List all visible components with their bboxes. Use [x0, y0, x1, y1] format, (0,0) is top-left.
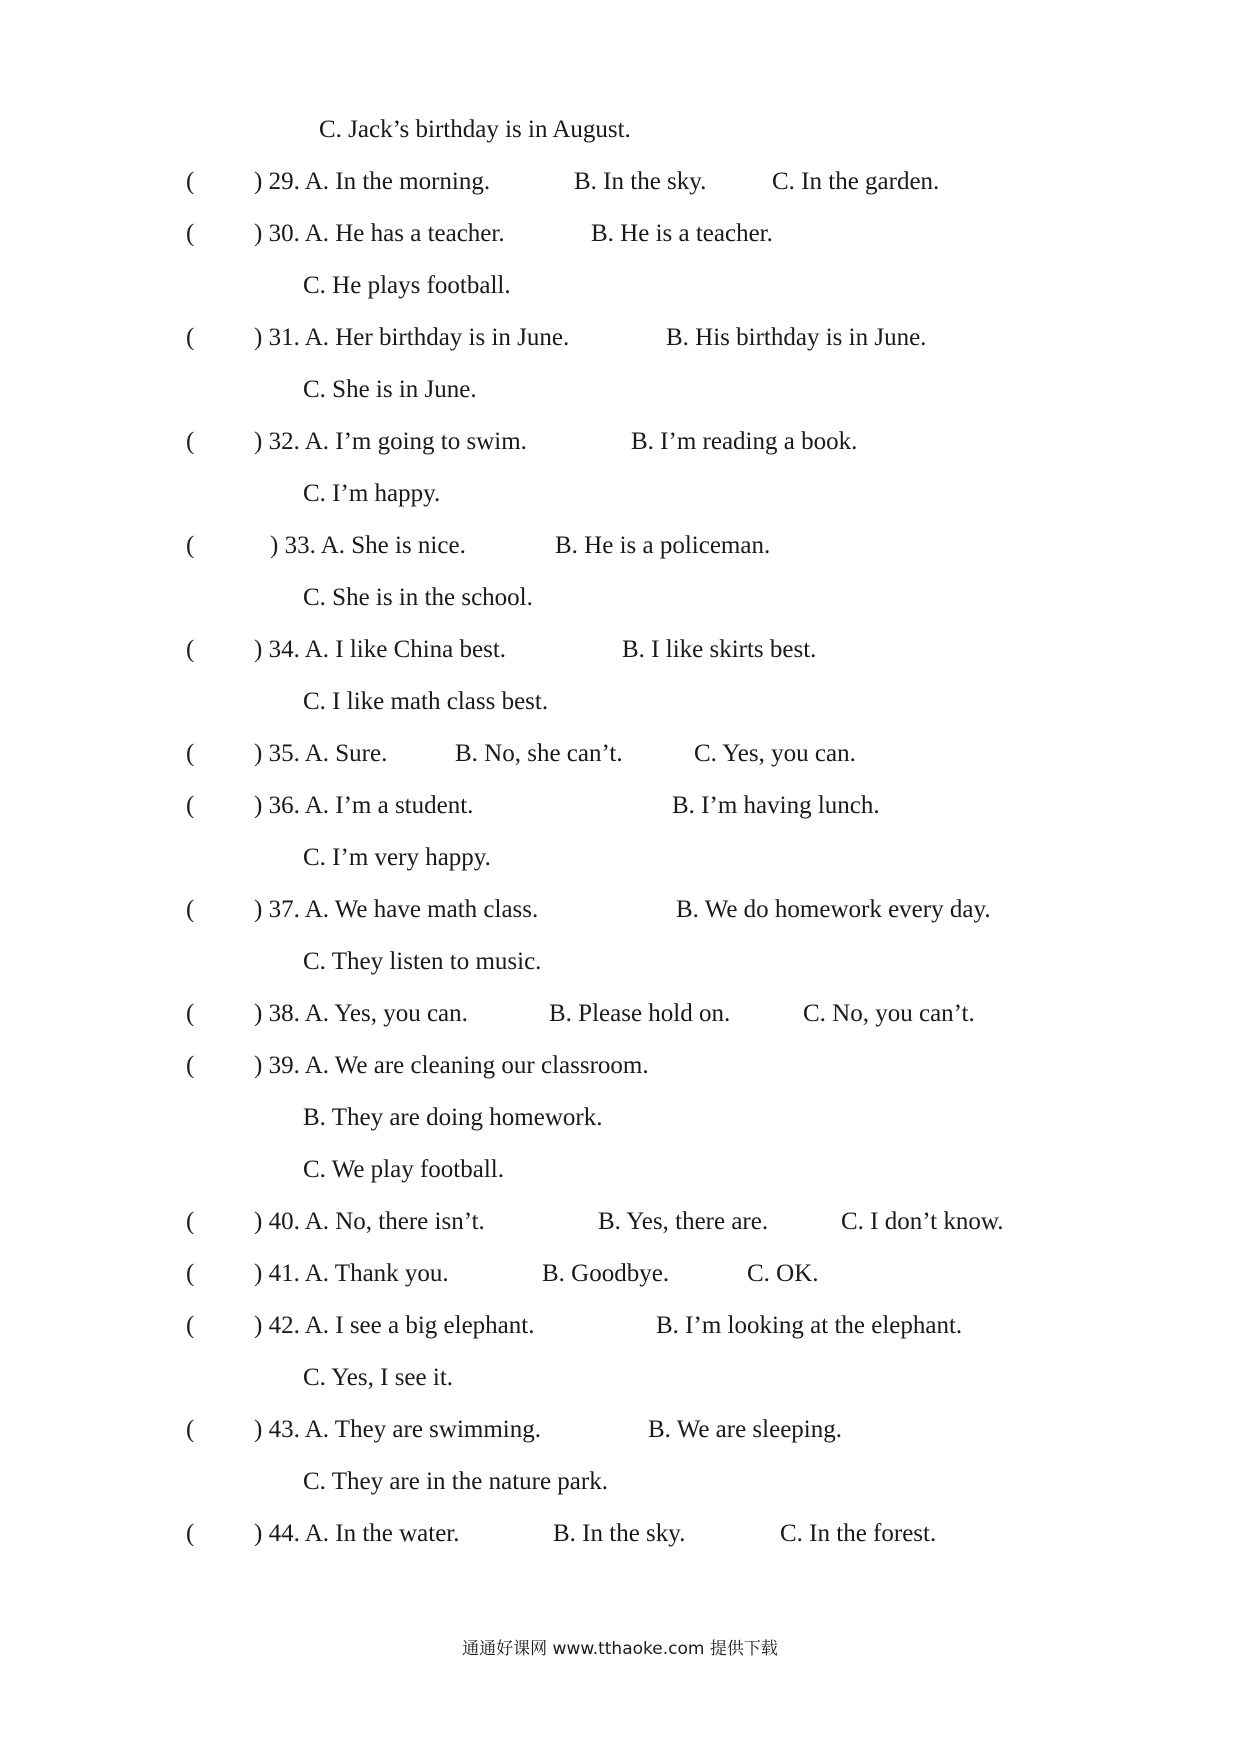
- answer-bracket-open: (: [186, 1416, 195, 1443]
- question-number-option-a: ) 39. A. We are cleaning our classroom.: [254, 1052, 649, 1079]
- question-row: [0, 1202, 1240, 1242]
- option-b: B. In the sky.: [574, 168, 707, 195]
- question-number-option-a: ) 36. A. I’m a student.: [254, 792, 474, 819]
- question-row: [0, 890, 1240, 930]
- question-number-option-a: ) 40. A. No, there isn’t.: [254, 1208, 485, 1235]
- option-text: C. He plays football.: [303, 272, 511, 299]
- question-row: [0, 162, 1240, 202]
- option-text: B. They are doing homework.: [303, 1104, 603, 1131]
- option-text: C. I’m happy.: [303, 480, 441, 507]
- option-continuation-row: [0, 110, 1240, 150]
- answer-bracket-open: (: [186, 428, 195, 455]
- answer-bracket-open: (: [186, 740, 195, 767]
- option-c: C. In the forest.: [780, 1520, 937, 1547]
- question-row: [0, 214, 1240, 254]
- option-continuation-row: [0, 1098, 1240, 1138]
- answer-bracket-open: (: [186, 168, 195, 195]
- question-row: [0, 1410, 1240, 1450]
- question-number-option-a: ) 33. A. She is nice.: [270, 532, 466, 559]
- question-number-option-a: ) 32. A. I’m going to swim.: [254, 428, 527, 455]
- answer-bracket-open: (: [186, 1520, 195, 1547]
- question-row: [0, 1306, 1240, 1346]
- option-continuation-row: [0, 838, 1240, 878]
- option-continuation-row: [0, 1462, 1240, 1502]
- question-row: [0, 422, 1240, 462]
- question-row: [0, 318, 1240, 358]
- option-c: C. No, you can’t.: [803, 1000, 975, 1027]
- option-text: C. They listen to music.: [303, 948, 542, 975]
- option-b: B. His birthday is in June.: [666, 324, 927, 351]
- answer-bracket-open: (: [186, 1000, 195, 1027]
- question-number-option-a: ) 31. A. Her birthday is in June.: [254, 324, 570, 351]
- option-b: B. He is a policeman.: [555, 532, 771, 559]
- option-continuation-row: [0, 578, 1240, 618]
- option-b: B. I’m reading a book.: [631, 428, 858, 455]
- option-continuation-row: [0, 474, 1240, 514]
- question-row: [0, 630, 1240, 670]
- option-text: C. I’m very happy.: [303, 844, 491, 871]
- answer-bracket-open: (: [186, 896, 195, 923]
- answer-bracket-open: (: [186, 324, 195, 351]
- answer-bracket-open: (: [186, 1208, 195, 1235]
- option-c: C. In the garden.: [772, 168, 940, 195]
- option-continuation-row: [0, 266, 1240, 306]
- option-b: B. I’m looking at the elephant.: [656, 1312, 963, 1339]
- answer-bracket-open: (: [186, 532, 195, 559]
- question-row: [0, 1514, 1240, 1554]
- question-row: [0, 734, 1240, 774]
- option-b: B. Yes, there are.: [598, 1208, 769, 1235]
- question-number-option-a: ) 29. A. In the morning.: [254, 168, 491, 195]
- option-b: B. He is a teacher.: [591, 220, 773, 247]
- question-number-option-a: ) 34. A. I like China best.: [254, 636, 507, 663]
- question-row: [0, 1046, 1240, 1086]
- question-number-option-a: ) 41. A. Thank you.: [254, 1260, 449, 1287]
- question-number-option-a: ) 35. A. Sure.: [254, 740, 388, 767]
- option-continuation-row: [0, 1358, 1240, 1398]
- question-row: [0, 526, 1240, 566]
- question-row: [0, 786, 1240, 826]
- answer-bracket-open: (: [186, 1312, 195, 1339]
- option-b: B. Please hold on.: [549, 1000, 731, 1027]
- option-continuation-row: [0, 1150, 1240, 1190]
- question-number-option-a: ) 44. A. In the water.: [254, 1520, 460, 1547]
- option-text: C. Jack’s birthday is in August.: [319, 116, 631, 143]
- option-text: C. She is in June.: [303, 376, 477, 403]
- question-row: [0, 994, 1240, 1034]
- option-text: C. Yes, I see it.: [303, 1364, 454, 1391]
- option-continuation-row: [0, 682, 1240, 722]
- option-text: C. She is in the school.: [303, 584, 533, 611]
- answer-bracket-open: (: [186, 636, 195, 663]
- page-footer: 通通好课网 www.tthaoke.com 提供下载: [462, 1639, 778, 1659]
- question-number-option-a: ) 42. A. I see a big elephant.: [254, 1312, 535, 1339]
- question-row: [0, 1254, 1240, 1294]
- option-continuation-row: [0, 370, 1240, 410]
- option-b: B. No, she can’t.: [455, 740, 623, 767]
- answer-bracket-open: (: [186, 1260, 195, 1287]
- option-text: C. We play football.: [303, 1156, 504, 1183]
- option-b: B. Goodbye.: [542, 1260, 670, 1287]
- option-b: B. I like skirts best.: [622, 636, 817, 663]
- option-b: B. We do homework every day.: [676, 896, 991, 923]
- option-b: B. I’m having lunch.: [672, 792, 880, 819]
- option-b: B. We are sleeping.: [648, 1416, 842, 1443]
- option-text: C. They are in the nature park.: [303, 1468, 608, 1495]
- option-b: B. In the sky.: [553, 1520, 686, 1547]
- answer-bracket-open: (: [186, 220, 195, 247]
- question-number-option-a: ) 43. A. They are swimming.: [254, 1416, 541, 1443]
- option-c: C. OK.: [747, 1260, 819, 1287]
- option-continuation-row: [0, 942, 1240, 982]
- question-number-option-a: ) 30. A. He has a teacher.: [254, 220, 505, 247]
- option-c: C. Yes, you can.: [694, 740, 856, 767]
- option-text: C. I like math class best.: [303, 688, 549, 715]
- answer-bracket-open: (: [186, 792, 195, 819]
- answer-bracket-open: (: [186, 1052, 195, 1079]
- question-number-option-a: ) 38. A. Yes, you can.: [254, 1000, 468, 1027]
- option-c: C. I don’t know.: [841, 1208, 1004, 1235]
- question-number-option-a: ) 37. A. We have math class.: [254, 896, 539, 923]
